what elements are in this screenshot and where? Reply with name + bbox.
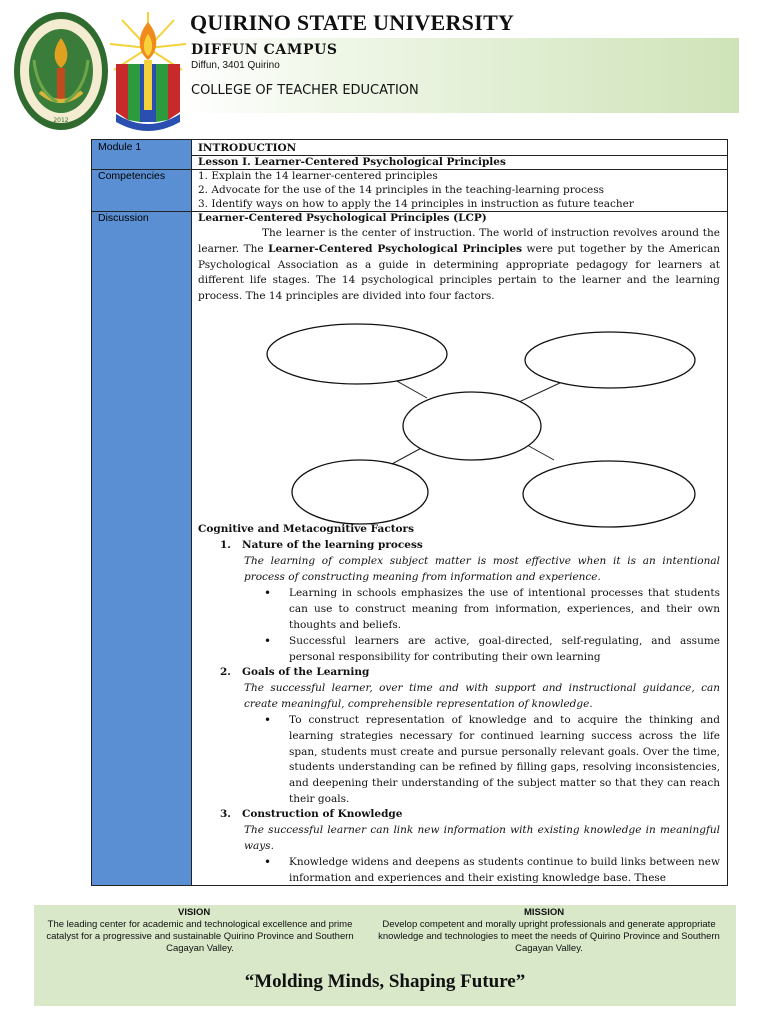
bullet-item: • Learning in schools emphasizes the use of intentional processes that students can use to construct meaning from information, experiences, and their own thoughts and beliefs.: [264, 586, 720, 631]
bullet-item: • Knowledge widens and deepens as students continue to build links between new information and experiences and their existing knowledge base. These: [264, 855, 720, 884]
motto: “Molding Minds, Shaping Future”: [244, 971, 526, 992]
intro-paragraph: [198, 226, 720, 305]
module-table: [91, 139, 728, 886]
bullet-item: • Successful learners are active, goal-directed, self-regulating, and assume personal responsibility for contributing their own learning: [264, 634, 720, 663]
competencies-label: Competencies: [98, 170, 166, 182]
principle-heading: 2. Goals of the Learning: [220, 666, 370, 678]
top-left-ellipse: [267, 324, 447, 384]
footer-panel: [34, 905, 736, 1006]
intro-text-1: The learner is the center of instruction. The world of instruction revolves around the learner. The: [198, 227, 720, 255]
discussion-label: Discussion: [98, 212, 149, 224]
module-label: Module 1: [98, 141, 142, 153]
lesson-title: Lesson I. Learner-Centered Psychological Principles: [198, 156, 506, 168]
bottom-right-ellipse: [523, 461, 695, 527]
campus-name: DIFFUN CAMPUS: [191, 42, 338, 58]
competency-item: 2. Advocate for the use of the 14 principles in the teaching-learning process: [198, 184, 604, 196]
university-name: QUIRINO STATE UNIVERSITY: [190, 10, 515, 35]
torch-logo: [106, 8, 190, 136]
bottom-left-ellipse: [292, 460, 428, 524]
vision-label: VISION: [178, 907, 211, 918]
principle-heading: 3. Construction of Knowledge: [220, 808, 403, 820]
factors-heading: Cognitive and Metacognitive Factors: [198, 523, 415, 535]
label-column: [92, 140, 192, 885]
college-name: COLLEGE OF TEACHER EDUCATION: [191, 83, 419, 98]
principle-heading: 1. Nature of the learning process: [220, 539, 423, 551]
bullet-item: • To construct representation of knowledge and to acquire the thinking and learning strategies necessary for continued learning success across the life span, students must create and pursue personally relevant goals. Over the time, students understanding can be refined by filling gaps, resolving inconsistencies, and deepening their understanding of the subject matter so that they can reach their goals.: [264, 713, 720, 805]
competency-item: 1. Explain the 14 learner-centered principles: [198, 170, 438, 182]
principle-description: The learning of complex subject matter is most effective when it is an intentional process of constructing meaning from information and experience.: [244, 555, 720, 583]
competencies-list: [198, 169, 634, 211]
module-title: INTRODUCTION: [198, 142, 297, 154]
campus-address: Diffun, 3401 Quirino: [191, 60, 280, 71]
competency-item: 3. Identify ways on how to apply the 14 principles in instruction as future teacher: [198, 198, 634, 210]
principle-description: The successful learner can link new information with existing knowledge in meaningful ways.: [244, 824, 720, 852]
concept-map-diagram: [262, 320, 702, 532]
mission-text: Develop competent and morally upright professionals and generate appropriate knowledge and technologies to meet the needs of Quirino Province and Southern Cagayan Valley.: [378, 919, 720, 954]
principle-description: The successful learner, over time and with support and instructional guidance, can create meaningful, comprehensible representation of knowledge.: [244, 682, 720, 710]
university-seal-logo: [12, 10, 110, 132]
discussion-title: Learner-Centered Psychological Principles (LCP): [198, 212, 487, 224]
intro-text-2: were put together by the American Psychological Association as a guide in determining appropriate pedagogy for learners at different life stages. The 14 psychological principles pertain to the learner and the learning process. The 14 principles are divided into four factors.: [198, 242, 720, 303]
vision-text: The leading center for academic and technological excellence and prime catalyst for a progressive and sustainable Quirino Province and Southern Cagayan Valley.: [46, 919, 354, 954]
center-ellipse: [403, 392, 541, 460]
top-right-ellipse: [525, 332, 695, 388]
mission-label: MISSION: [524, 907, 565, 918]
seal-year: 2012: [53, 117, 69, 124]
intro-text-bold: Learner-Centered Psychological Principles: [268, 242, 522, 255]
